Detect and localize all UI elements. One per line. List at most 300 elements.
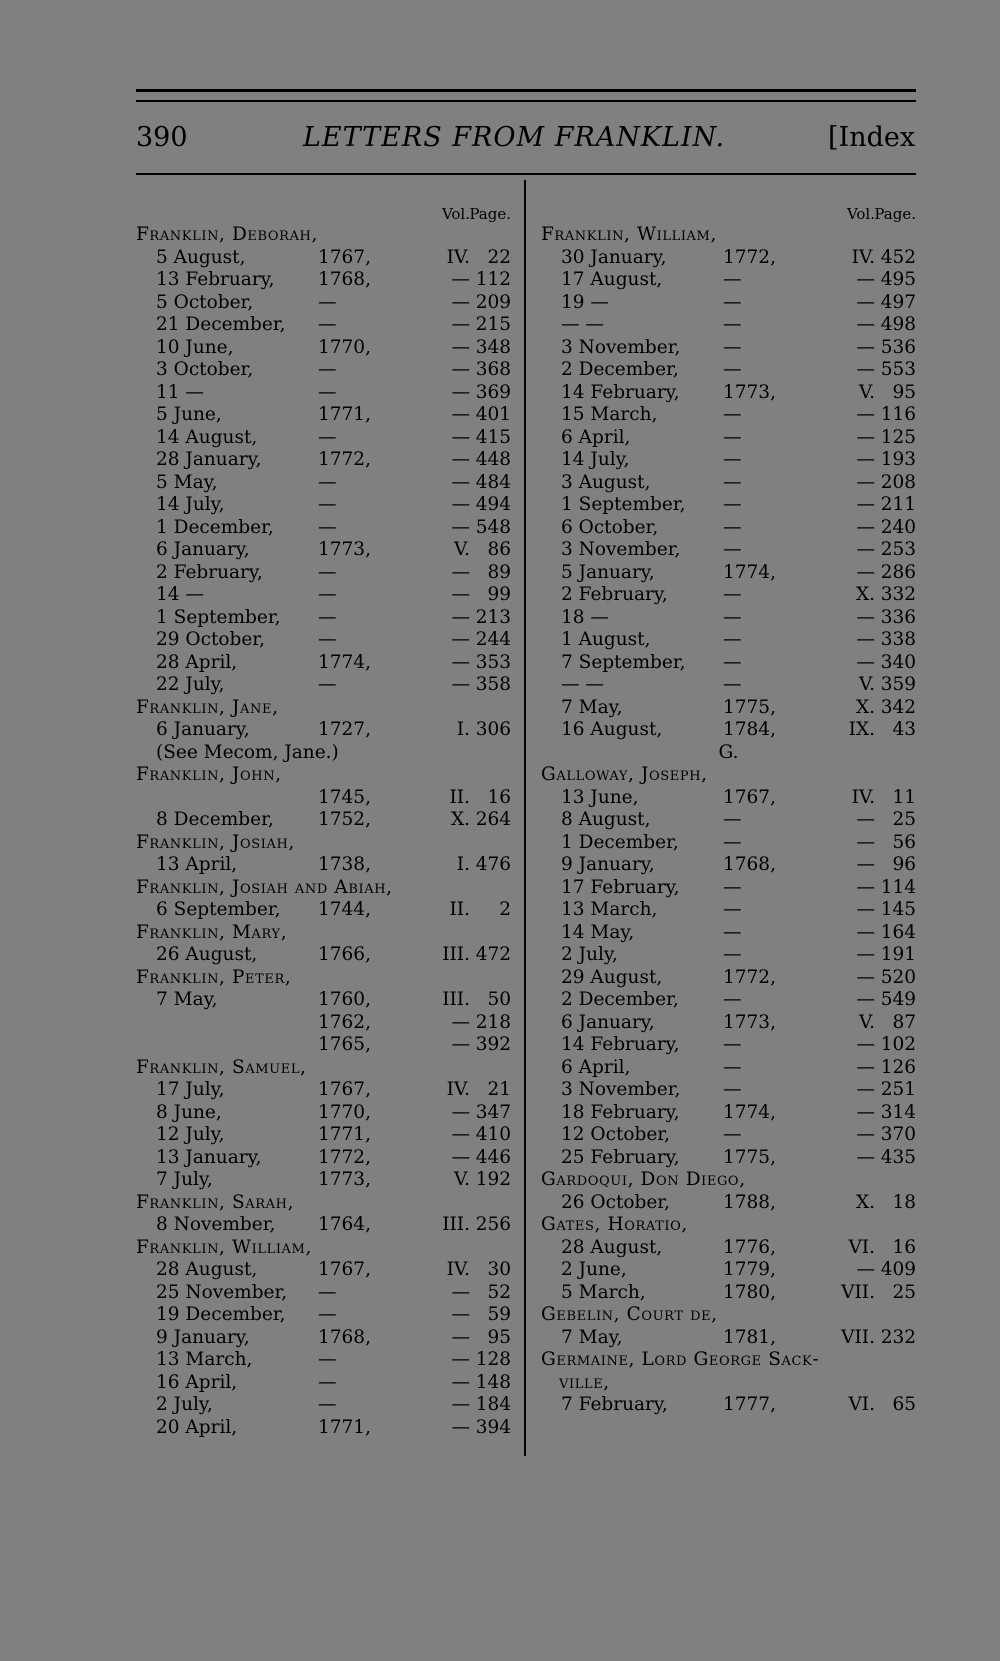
index-entry-row: [541, 832, 916, 855]
index-name-heading: [136, 1237, 511, 1260]
index-entry-row: [541, 719, 916, 742]
entry-page: 114: [880, 876, 916, 898]
entry-page: 208: [880, 471, 916, 493]
entry-year: 1770,: [318, 1101, 371, 1123]
entry-year: 1781,: [723, 1326, 776, 1348]
entry-year: —: [318, 426, 337, 448]
entry-year: —: [318, 516, 337, 538]
entry-volume: V.: [858, 674, 875, 695]
entry-year: —: [723, 606, 742, 628]
entry-year: —: [723, 921, 742, 943]
index-entry-row: [541, 292, 916, 315]
entry-date: 29 October,: [156, 629, 266, 650]
entry-date: 16 August,: [561, 719, 663, 740]
entry-year: —: [723, 1056, 742, 1078]
column-header: [136, 202, 511, 224]
entry-date: 21 December,: [156, 314, 286, 335]
entry-year: 1788,: [723, 1191, 776, 1213]
entry-page: 340: [880, 651, 916, 673]
entry-page: 148: [475, 1371, 511, 1393]
entry-page: 116: [880, 404, 916, 425]
entry-year: —: [723, 516, 742, 538]
index-entry-row: [136, 427, 511, 450]
entry-volume: —: [856, 1034, 875, 1055]
entry-page: 218: [475, 1011, 511, 1033]
entry-volume: X.: [855, 584, 875, 605]
entry-page: 435: [880, 1146, 916, 1168]
entry-volume: —: [856, 426, 875, 448]
top-rule: [136, 89, 916, 92]
entry-date: 7 July,: [156, 1169, 213, 1190]
entry-date: 3 November,: [561, 1079, 681, 1100]
entry-page: 336: [880, 606, 916, 628]
entry-year: 1784,: [723, 719, 776, 740]
entry-volume: —: [451, 449, 470, 470]
entry-year: 1744,: [318, 899, 371, 920]
name-heading-text: Franklin, Peter,: [136, 966, 292, 988]
entry-year: 1774,: [318, 651, 371, 673]
name-heading-text: Franklin, Deborah,: [136, 224, 318, 245]
entry-page: 30: [487, 1259, 511, 1280]
entry-year: —: [318, 1281, 337, 1303]
entry-volume: —: [451, 1349, 470, 1370]
entry-page: 164: [880, 921, 916, 943]
entry-volume: —: [856, 921, 875, 943]
index-entry-row: [541, 517, 916, 540]
index-entry-row: [541, 1012, 916, 1035]
index-entry-row: [541, 922, 916, 945]
entry-date: 13 March,: [561, 899, 658, 920]
entry-year: 1775,: [723, 696, 776, 718]
name-heading-text: Franklin, William,: [136, 1236, 312, 1258]
entry-date: 13 June,: [561, 786, 639, 808]
entry-volume: —: [856, 629, 875, 650]
entry-page: 126: [880, 1056, 916, 1078]
section-letter-heading: [541, 742, 916, 765]
index-entry-row: [541, 854, 916, 877]
entry-year: —: [318, 314, 337, 335]
name-heading-text: Franklin, Samuel,: [136, 1056, 307, 1078]
entry-date: 14 July,: [156, 494, 225, 515]
entry-date: 28 August,: [156, 1259, 258, 1280]
index-entry-row: [136, 607, 511, 630]
entry-volume: —: [856, 606, 875, 628]
entry-page: 410: [475, 1124, 511, 1145]
entry-volume: —: [451, 359, 470, 380]
entry-year: —: [723, 404, 742, 425]
entry-page: 112: [475, 269, 511, 290]
entry-date: 8 August,: [561, 809, 651, 830]
section-letter: G.: [718, 741, 739, 763]
entry-date: 2 December,: [561, 359, 679, 380]
entry-date: 7 February,: [561, 1394, 668, 1415]
index-entry-row: [136, 652, 511, 675]
entry-year: 1752,: [318, 809, 371, 830]
entry-date: 30 January,: [561, 246, 667, 268]
index-name-heading: [136, 832, 511, 855]
entry-year: 1772,: [723, 246, 776, 268]
entry-date: 7 May,: [156, 989, 218, 1010]
entry-page: 338: [880, 629, 916, 650]
index-entry-row: [541, 1394, 916, 1417]
entry-date: 5 August,: [156, 246, 246, 268]
entry-year: —: [723, 1079, 742, 1100]
index-entry-row: [136, 314, 511, 337]
entry-date: 7 September,: [561, 651, 686, 673]
page-header: Page.: [874, 205, 916, 223]
entry-page: 476: [475, 854, 511, 875]
entry-page: 50: [487, 989, 511, 1010]
name-heading-text: Franklin, John,: [136, 764, 282, 785]
entry-page: 16: [892, 1236, 916, 1258]
index-entry-row: [541, 427, 916, 450]
entry-date: — —: [561, 314, 604, 335]
index-entry-row: [541, 1192, 916, 1215]
index-entry-row: [136, 787, 511, 810]
entry-volume: VI.: [848, 1394, 875, 1415]
index-entry-row: [136, 382, 511, 405]
entry-volume: —: [451, 381, 470, 403]
index-name-heading: [136, 697, 511, 720]
entry-year: —: [723, 449, 742, 470]
index-entry-row: [541, 674, 916, 697]
entry-page: 520: [880, 966, 916, 988]
entry-page: 87: [892, 1011, 916, 1033]
index-entry-row: [136, 584, 511, 607]
name-heading-text: Franklin, Josiah and Abiah,: [136, 876, 393, 898]
index-entry-row: [541, 1057, 916, 1080]
entry-date: 5 October,: [156, 291, 254, 313]
index-entry-row: [136, 247, 511, 270]
index-entry-row: [136, 1282, 511, 1305]
entry-year: —: [318, 1394, 337, 1415]
entry-date: 2 June,: [561, 1259, 627, 1280]
index-column-left: [136, 202, 511, 1439]
entry-year: 1766,: [318, 944, 371, 965]
index-name-heading: [541, 1169, 916, 1192]
entry-page: 536: [880, 336, 916, 358]
entry-year: 1774,: [723, 561, 776, 583]
index-entry-row: [541, 967, 916, 990]
entry-date: 3 November,: [561, 336, 681, 358]
cross-reference-note: [136, 742, 511, 765]
entry-volume: —: [856, 809, 875, 830]
running-title: LETTERS FROM FRANKLIN.: [303, 122, 726, 153]
entry-page: 264: [475, 809, 511, 830]
entry-date: 28 January,: [156, 449, 262, 470]
index-entry-row: [541, 1124, 916, 1147]
entry-page: 253: [880, 539, 916, 560]
entry-volume: X.: [450, 809, 470, 830]
entry-year: —: [723, 831, 742, 853]
entry-date: 17 August,: [561, 269, 663, 290]
entry-date: 11 —: [156, 381, 204, 403]
index-entry-row: [541, 269, 916, 292]
index-entry-row: [541, 1034, 916, 1057]
entry-year: 1772,: [318, 1146, 371, 1168]
entry-date: 3 August,: [561, 471, 651, 493]
entry-volume: —: [856, 269, 875, 290]
entry-date: 8 November,: [156, 1214, 276, 1235]
entry-volume: I.: [456, 854, 470, 875]
entry-page: 347: [475, 1101, 511, 1123]
entry-page: 370: [880, 1124, 916, 1145]
entry-year: —: [723, 314, 742, 335]
entry-date: 2 December,: [561, 989, 679, 1010]
entry-volume: III.: [442, 989, 470, 1010]
entry-year: 1770,: [318, 336, 371, 358]
entry-volume: —: [451, 651, 470, 673]
index-entry-row: [136, 494, 511, 517]
entry-year: —: [318, 359, 337, 380]
entry-year: —: [723, 359, 742, 380]
entry-volume: —: [451, 404, 470, 425]
entry-page: 553: [880, 359, 916, 380]
entry-date: 1 August,: [561, 629, 651, 650]
entry-year: 1765,: [318, 1034, 371, 1055]
entry-page: 415: [475, 426, 511, 448]
entry-date: 1 September,: [156, 606, 281, 628]
entry-year: 1764,: [318, 1214, 371, 1235]
header-rule: [136, 173, 916, 175]
entry-page: 59: [487, 1304, 511, 1325]
entry-year: —: [723, 629, 742, 650]
entry-volume: —: [451, 561, 470, 583]
entry-year: —: [318, 1304, 337, 1325]
entry-page: 256: [475, 1214, 511, 1235]
entry-date: 14 February,: [561, 1034, 680, 1055]
entry-year: 1773,: [723, 381, 776, 403]
index-entry-row: [136, 674, 511, 697]
entry-volume: IX.: [848, 719, 875, 740]
entry-page: 145: [880, 899, 916, 920]
entry-volume: IV.: [446, 1259, 470, 1280]
entry-date: 14 May,: [561, 921, 635, 943]
entry-volume: —: [856, 876, 875, 898]
entry-volume: V.: [858, 381, 875, 403]
index-entry-row: [136, 1327, 511, 1350]
index-entry-row: [541, 787, 916, 810]
entry-volume: —: [856, 1056, 875, 1078]
entry-volume: —: [856, 1079, 875, 1100]
entry-volume: —: [856, 404, 875, 425]
entry-year: 1776,: [723, 1236, 776, 1258]
entry-year: —: [723, 471, 742, 493]
entry-volume: II.: [449, 899, 470, 920]
entry-year: —: [318, 606, 337, 628]
name-heading-text: Galloway, Joseph,: [541, 764, 708, 785]
entry-year: 1760,: [318, 989, 371, 1010]
index-entry-row: [136, 539, 511, 562]
index-entry-row: [136, 1147, 511, 1170]
entry-page: 353: [475, 651, 511, 673]
entry-date: 9 January,: [561, 854, 655, 875]
index-entry-row: [136, 1417, 511, 1440]
entry-volume: —: [856, 651, 875, 673]
entry-year: 1768,: [318, 269, 371, 290]
entry-year: —: [723, 291, 742, 313]
index-name-heading: [541, 1214, 916, 1237]
name-heading-text: Franklin, Sarah,: [136, 1191, 295, 1213]
entry-volume: III.: [442, 944, 470, 965]
entry-page: 401: [475, 404, 511, 425]
entry-page: 52: [487, 1281, 511, 1303]
index-name-heading: [541, 224, 916, 247]
entry-volume: IV.: [446, 1079, 470, 1100]
index-entry-row: [541, 449, 916, 472]
entry-volume: —: [856, 314, 875, 335]
entry-page: 314: [880, 1101, 916, 1123]
entry-volume: —: [856, 1101, 875, 1123]
entry-volume: X.: [855, 696, 875, 718]
entry-date: 2 July,: [156, 1394, 213, 1415]
entry-date: 3 November,: [561, 539, 681, 560]
entry-page: 65: [892, 1394, 916, 1415]
entry-year: 1767,: [723, 786, 776, 808]
entry-volume: VII.: [841, 1326, 875, 1348]
entry-volume: VII.: [841, 1281, 875, 1303]
index-entry-row: [541, 314, 916, 337]
index-entry-row: [136, 1372, 511, 1395]
entry-page: 240: [880, 516, 916, 538]
entry-volume: —: [451, 426, 470, 448]
entry-volume: —: [451, 1146, 470, 1168]
entry-date: 6 January,: [156, 719, 250, 740]
entry-page: 43: [892, 719, 916, 740]
entry-date: — —: [561, 674, 604, 695]
entry-date: 14 August,: [156, 426, 258, 448]
entry-year: 1767,: [318, 1079, 371, 1100]
entry-date: 15 March,: [561, 404, 658, 425]
entry-date: 7 May,: [561, 696, 623, 718]
entry-year: —: [318, 1371, 337, 1393]
name-heading-text: Franklin, Josiah,: [136, 831, 295, 853]
entry-year: —: [318, 1349, 337, 1370]
entry-date: 19 —: [561, 291, 609, 313]
entry-date: 12 July,: [156, 1124, 225, 1145]
entry-year: —: [723, 584, 742, 605]
entry-page: 448: [475, 449, 511, 470]
entry-date: 3 October,: [156, 359, 254, 380]
entry-page: 306: [475, 719, 511, 740]
entry-volume: —: [451, 1124, 470, 1145]
index-entry-row: [541, 584, 916, 607]
index-name-heading: [136, 967, 511, 990]
index-entry-row: [541, 877, 916, 900]
entry-date: 25 November,: [156, 1281, 288, 1303]
entry-date: 18 February,: [561, 1101, 680, 1123]
entry-volume: —: [451, 1304, 470, 1325]
entry-year: 1772,: [723, 966, 776, 988]
entry-year: —: [723, 1034, 742, 1055]
entry-page: 232: [880, 1326, 916, 1348]
index-name-heading: [541, 764, 916, 787]
entry-page: 96: [892, 854, 916, 875]
entry-volume: —: [856, 1124, 875, 1145]
index-entry-row: [136, 1304, 511, 1327]
index-entry-row: [136, 1012, 511, 1035]
index-entry-row: [541, 562, 916, 585]
entry-volume: —: [451, 674, 470, 695]
index-entry-row: [136, 1214, 511, 1237]
name-heading-text: Gardoqui, Don Diego,: [541, 1169, 746, 1190]
entry-year: 1771,: [318, 1416, 371, 1438]
page-number: 390: [136, 122, 188, 153]
entry-page: 128: [475, 1349, 511, 1370]
entry-page: 25: [892, 1281, 916, 1303]
entry-page: 95: [487, 1326, 511, 1348]
index-entry-row: [136, 1394, 511, 1417]
entry-year: 1773,: [318, 539, 371, 560]
index-entry-row: [541, 697, 916, 720]
name-heading-text: Franklin, Jane,: [136, 696, 279, 718]
entry-year: —: [723, 809, 742, 830]
entry-date: 5 March,: [561, 1281, 646, 1303]
entry-volume: —: [856, 291, 875, 313]
entry-volume: —: [856, 1259, 875, 1280]
entry-date: 8 December,: [156, 809, 274, 830]
entry-date: 2 February,: [561, 584, 668, 605]
entry-date: 28 August,: [561, 1236, 663, 1258]
entry-volume: —: [451, 269, 470, 290]
entry-date: 17 July,: [156, 1079, 225, 1100]
entry-volume: V.: [858, 1011, 875, 1033]
entry-volume: —: [856, 831, 875, 853]
index-entry-row: [541, 472, 916, 495]
entry-page: 56: [892, 831, 916, 853]
name-continuation-text: ville,: [559, 1371, 610, 1393]
entry-page: 332: [880, 584, 916, 605]
index-entry-row: [541, 944, 916, 967]
entry-page: 193: [880, 449, 916, 470]
column-header: [541, 202, 916, 224]
index-entry-row: [541, 652, 916, 675]
entry-year: 1727,: [318, 719, 371, 740]
index-entry-row: [136, 269, 511, 292]
entry-volume: —: [856, 944, 875, 965]
entry-year: —: [723, 494, 742, 515]
entry-page: 494: [475, 494, 511, 515]
entry-date: 2 July,: [561, 944, 618, 965]
entry-date: 22 July,: [156, 674, 225, 695]
entry-volume: IV.: [851, 786, 875, 808]
index-entry-row: [136, 404, 511, 427]
entry-date: 12 October,: [561, 1124, 671, 1145]
entry-volume: V.: [453, 539, 470, 560]
entry-date: 7 May,: [561, 1326, 623, 1348]
entry-page: 95: [892, 381, 916, 403]
entry-page: 192: [475, 1169, 511, 1190]
entry-volume: —: [856, 989, 875, 1010]
index-name-heading: [136, 877, 511, 900]
entry-date: 26 October,: [561, 1191, 671, 1213]
entry-volume: —: [856, 854, 875, 875]
entry-page: 358: [475, 674, 511, 695]
entry-year: —: [723, 336, 742, 358]
entry-page: 452: [880, 246, 916, 268]
entry-year: —: [318, 584, 337, 605]
entry-date: 16 April,: [156, 1371, 238, 1393]
entry-date: 14 —: [156, 584, 204, 605]
entry-year: —: [318, 291, 337, 313]
entry-year: —: [723, 899, 742, 920]
entry-date: 5 January,: [561, 561, 655, 583]
entry-page: 497: [880, 291, 916, 313]
index-column-right: [541, 202, 916, 1417]
entry-date: 9 January,: [156, 1326, 250, 1348]
entry-page: 392: [475, 1034, 511, 1055]
entry-page: 548: [475, 516, 511, 538]
